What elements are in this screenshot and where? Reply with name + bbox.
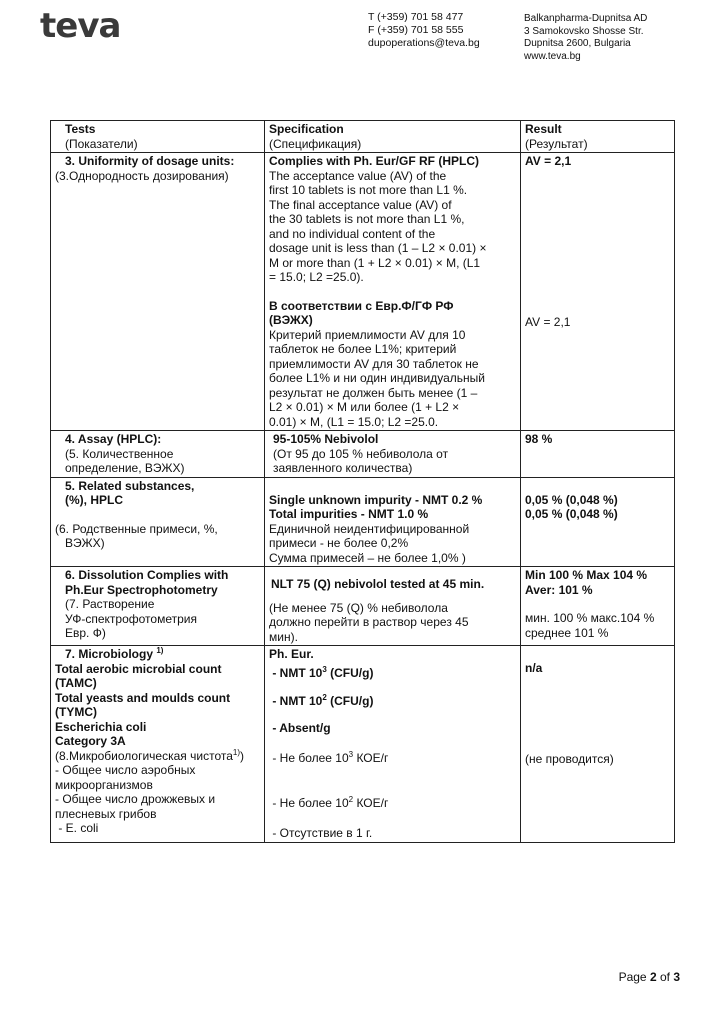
table-row xyxy=(51,477,675,567)
spec-lines-ru xyxy=(269,328,516,430)
spec-tamc-text: - NMT 10 xyxy=(269,665,323,680)
spec-ru-2: должно перейти в раствор через 45 xyxy=(269,615,469,629)
spec-ru-3: Сумма примесей – не более 1,0% ) xyxy=(269,550,466,565)
spec-title: Ph. Eur. xyxy=(269,647,314,661)
company-name: Balkanpharma-Dupnitsa AD xyxy=(524,13,648,24)
test-label-ru-1: (7. Растворение xyxy=(65,597,155,611)
result-uniformity xyxy=(521,153,675,431)
spec-uniformity xyxy=(265,153,521,431)
ru-title-text: (8.Микробиологическая чистота xyxy=(55,748,233,763)
page-mid: of xyxy=(656,970,674,984)
spec-assay xyxy=(265,431,521,478)
ru-tymc-2: плесневых грибов xyxy=(55,806,157,821)
ru-title-end: ) xyxy=(240,748,245,763)
result-ru: AV = 2,1 xyxy=(525,314,571,329)
page-current: 2 xyxy=(649,970,657,984)
tamc-label-1: Total aerobic microbial count xyxy=(55,661,222,676)
spec-tymc-unit: (CFU/g) xyxy=(326,694,374,708)
ru-ecoli: - E. coli xyxy=(55,821,99,835)
contact-block xyxy=(368,11,480,50)
result-ru: (не проводится) xyxy=(525,751,614,766)
spec-line-en: the 30 tablets is not more than L1 %, xyxy=(269,212,465,226)
result-en: n/a xyxy=(525,661,543,675)
address-block xyxy=(524,13,647,63)
test-label-en-1: 5. Related substances, xyxy=(65,478,195,493)
spec-line-ru: результат не должен быть менее (1 – xyxy=(269,385,478,400)
ecoli-label-2: Category 3A xyxy=(55,734,126,748)
test-label-en-1: 6. Dissolution Complies with xyxy=(65,568,229,582)
spec-en: NLT 75 (Q) nebivolol tested at 45 min. xyxy=(271,577,485,591)
tymc-label-2: (TYMC) xyxy=(55,705,97,719)
ru-title xyxy=(55,749,260,764)
result-en-1: Min 100 % Max 104 % xyxy=(525,568,648,582)
tymc-label-1: Total yeasts and moulds count xyxy=(55,690,231,705)
spec-ru-1: (От 95 до 105 % небиволола от xyxy=(273,446,449,461)
test-label-en: 3. Uniformity of dosage units: xyxy=(65,154,235,168)
result-en-2: Aver: 101 % xyxy=(525,582,593,597)
tamc-label-2: (TAMC) xyxy=(55,676,97,690)
header-result xyxy=(521,121,675,153)
ru-footnote-mark: 1) xyxy=(232,747,241,757)
spec-microbiology xyxy=(265,646,521,843)
page-number xyxy=(619,970,680,984)
spec-title-ru-2: (ВЭЖХ) xyxy=(269,313,313,327)
header-spec-ru: (Спецификация) xyxy=(269,136,362,151)
header-result-ru: (Результат) xyxy=(525,136,588,151)
spec-tamc-unit: (CFU/g) xyxy=(326,665,374,680)
fax-number: F (+359) 701 58 555 xyxy=(368,24,464,36)
test-label-en-2: (%), HPLC xyxy=(65,493,123,507)
test-label-ru-1: (5. Количественное xyxy=(65,446,174,461)
result-ru-2: среднее 101 % xyxy=(525,625,609,640)
result-2: 0,05 % (0,048 %) xyxy=(525,507,618,521)
spec-ru-tamc-unit: КОЕ/г xyxy=(353,751,389,765)
footnote-mark: 1) xyxy=(156,646,164,655)
spec-line-en: and no individual content of the xyxy=(269,226,436,241)
result-en: AV = 2,1 xyxy=(525,154,572,168)
specification-table xyxy=(50,120,675,843)
spec-line-en: dosage unit is less than (1 – L2 × 0.01) × xyxy=(269,241,487,255)
spec-title-en: Complies with Ph. Eur/GF RF (HPLC) xyxy=(269,154,479,168)
ru-tymc-1: - Общее число дрожжевых и xyxy=(55,792,216,806)
result-1: 0,05 % (0,048 %) xyxy=(525,492,618,507)
spec-ru-2: заявленного количества) xyxy=(273,461,413,475)
spec-tymc-exp: 2 xyxy=(322,693,327,702)
spec-line-en: = 15.0; L2 =25.0). xyxy=(269,270,364,284)
spec-ru-tymc-exp: 2 xyxy=(348,794,354,804)
test-label-ru-2: УФ-спектрофотометрия xyxy=(65,611,197,626)
header-tests-ru: (Показатели) xyxy=(65,136,138,151)
test-label-ru-3: Евр. Ф) xyxy=(65,626,106,640)
ru-tamc-2: микроорганизмов xyxy=(55,777,153,792)
spec-lines-en xyxy=(269,169,516,285)
spec-line-ru: Критерий приемлимости AV для 10 xyxy=(269,327,466,342)
spec-line-ru: приемлимости AV для 30 таблеток не xyxy=(269,356,479,371)
header-spec-en: Specification xyxy=(269,122,344,136)
spec-ru-tamc-text: - Не более 10 xyxy=(269,751,349,765)
spec-ecoli: - Absent/g xyxy=(269,720,331,735)
spec-tamc xyxy=(269,666,516,681)
spec-ru-tymc-text: - Не более 10 xyxy=(269,795,349,810)
test-dissolution xyxy=(51,567,265,646)
spec-en-2: Total impurities - NMT 1.0 % xyxy=(269,507,429,521)
spec-line-en: M or more than (1 + L2 × 0.01) × M, (L1 xyxy=(269,255,481,270)
spec-line-ru: 0.01) × M, (L1 = 15.0; L2 =25.0. xyxy=(269,414,439,429)
ecoli-label-1: Escherichia coli xyxy=(55,719,147,734)
result-ru-1: мин. 100 % макс.104 % xyxy=(525,611,655,625)
website: www.teva.bg xyxy=(524,50,581,62)
spec-ru-ecoli: - Отсутствие в 1 г. xyxy=(269,826,373,840)
spec-ru-2: примеси - не более 0,2% xyxy=(269,536,409,550)
test-uniformity xyxy=(51,153,265,431)
spec-dissolution xyxy=(265,567,521,646)
test-label-ru-2: ВЭЖХ) xyxy=(65,536,105,550)
result-assay xyxy=(521,431,675,478)
result-dissolution xyxy=(521,567,675,646)
spec-ru-1: (Не менее 75 (Q) % небиволола xyxy=(269,600,448,615)
test-microbiology xyxy=(51,646,265,843)
page-prefix: Page xyxy=(618,970,650,984)
teva-logo: teva xyxy=(40,6,121,46)
test-title xyxy=(55,647,260,662)
table-row xyxy=(51,431,675,478)
test-label-ru-2: определение, ВЭЖХ) xyxy=(65,461,185,475)
spec-line-en: The acceptance value (AV) of the xyxy=(269,168,447,183)
spec-tamc-exp: 3 xyxy=(322,664,327,674)
page-total: 3 xyxy=(673,970,680,984)
header-specification xyxy=(265,121,521,153)
test-related-substances xyxy=(51,477,265,567)
spec-tymc-text: - NMT 10 xyxy=(269,694,323,708)
header-tests xyxy=(51,121,265,153)
spec-en-1: Single unknown impurity - NMT 0.2 % xyxy=(269,492,483,507)
result-microbiology xyxy=(521,646,675,843)
test-label-en: 4. Assay (HPLC): xyxy=(65,432,162,446)
table-row xyxy=(51,567,675,646)
spec-line-ru: L2 × 0.01) × M или более (1 + L2 × xyxy=(269,400,460,414)
table-header-row xyxy=(51,121,675,153)
email-address: dupoperations@teva.bg xyxy=(368,37,480,49)
result-related-substances xyxy=(521,477,675,567)
ru-tamc-1: - Общее число аэробных xyxy=(55,763,196,777)
spec-title-ru-1: В соответствии с Евр.Ф/ГФ РФ xyxy=(269,298,454,313)
spec-ru-tamc xyxy=(269,751,516,766)
spec-line-ru: таблеток не более L1%; критерий xyxy=(269,342,457,356)
header-result-en: Result xyxy=(525,122,562,136)
phone-number: T (+359) 701 58 477 xyxy=(368,11,464,23)
test-label-ru-1: (6. Родственные примеси, %, xyxy=(55,521,218,536)
result-value: 98 % xyxy=(525,432,553,446)
spec-line-en: The final acceptance value (AV) of xyxy=(269,197,452,212)
spec-line-ru: более L1% и ни один индивидуальный xyxy=(269,371,485,385)
test-assay xyxy=(51,431,265,478)
test-title-text: 7. Microbiology xyxy=(65,647,154,661)
test-label-en-2: Ph.Eur Spectrophotometry xyxy=(65,582,218,597)
spec-ru-tymc-unit: КОЕ/г xyxy=(353,795,389,810)
table-row xyxy=(51,153,675,431)
header-tests-en: Tests xyxy=(65,122,96,136)
spec-ru-1: Единичной неидентифицированной xyxy=(269,521,470,536)
spec-ru-tymc xyxy=(269,796,516,811)
city-address: Dupnitsa 2600, Bulgaria xyxy=(524,38,631,49)
spec-related-substances xyxy=(265,477,521,567)
spec-tymc xyxy=(269,694,516,709)
street-address: 3 Samokovsko Shosse Str. xyxy=(524,25,644,37)
spec-line-en: first 10 tablets is not more than L1 %. xyxy=(269,183,468,197)
test-label-ru: (3.Однородность дозирования) xyxy=(55,168,229,183)
spec-ru-3: мин). xyxy=(269,629,298,644)
spec-ru-tamc-exp: 3 xyxy=(348,750,354,759)
table-row xyxy=(51,646,675,843)
spec-en: 95-105% Nebivolol xyxy=(273,432,379,446)
